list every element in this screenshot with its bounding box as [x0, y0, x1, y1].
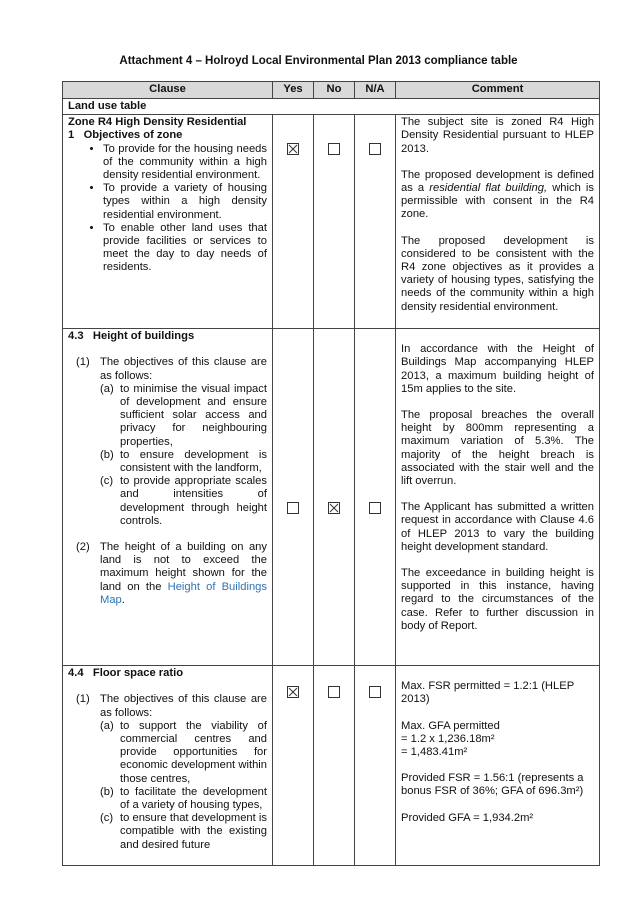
comment-text: In accordance with the Height of Buildings Map accompanying HLEP 2013, a maximum building height of 15m applies to the site. [401, 343, 594, 395]
na-checkbox[interactable] [369, 502, 381, 514]
na-checkbox[interactable] [369, 143, 381, 155]
table-row [63, 666, 600, 866]
table-row [63, 115, 600, 329]
header-na: N/A [355, 82, 396, 99]
comment-text: Provided FSR = 1.56:1 (represents a bonus FSR of 36%; GFA of 696.3m²) [401, 772, 584, 798]
yes-cell [273, 115, 314, 329]
section-row [63, 99, 600, 115]
table-row [63, 329, 600, 666]
header-no: No [314, 82, 355, 99]
header-comment: Comment [396, 82, 600, 99]
comment-text: The proposal breaches the overall height by 800mm representing a maximum variation of 5.3%. The majority of the height breach is associated with the stair well and the lift overrun. [401, 409, 594, 488]
comment-cell [396, 115, 600, 329]
height-of-buildings-map-link[interactable]: Height of Buildings Map [100, 580, 267, 606]
clause-cell [63, 666, 273, 866]
clause-cell [63, 115, 273, 329]
document-title: Attachment 4 – Holroyd Local Environmental Plan 2013 compliance table [119, 55, 518, 67]
no-checkbox[interactable] [328, 686, 340, 698]
clause-subheading: 1 Objectives of zone [68, 129, 183, 142]
comment-text: The subject site is zoned R4 High Density Residential pursuant to HLEP 2013. [401, 116, 594, 155]
yes-cell [273, 666, 314, 866]
header-yes: Yes [273, 82, 314, 99]
no-cell [314, 666, 355, 866]
list-item: (1) The objectives of this clause are as follows: [76, 693, 267, 719]
comment-text: = 1,483.41m² [401, 746, 468, 759]
yes-checkbox-checked[interactable] [287, 686, 299, 698]
clause-heading: 4.4 Floor space ratio [68, 667, 184, 680]
list-item: (a) to support the viability of commercial centres and provide opportunities for economic development within those centres, [100, 719, 267, 785]
list-item: (a) to minimise the visual impact of development and ensure sufficient solar access and privacy for neighbouring properties, [100, 382, 267, 448]
clause-heading: Zone R4 High Density Residential [68, 116, 247, 129]
list-item: • To enable other land uses that provide facilities or services to meet the day to day needs of residents. [103, 222, 267, 275]
no-checkbox[interactable] [328, 143, 340, 155]
section-label: Land use table [63, 99, 600, 115]
yes-checkbox-checked[interactable] [287, 143, 299, 155]
list-item: (2) The height of a building on any land is not to exceed the maximum height shown for the land on the Height of Buildings Map. [76, 541, 267, 606]
comment-text: = 1.2 x 1,236.18m² [401, 732, 495, 745]
compliance-table [62, 81, 600, 866]
comment-text: Provided GFA = 1,934.2m² [401, 811, 534, 824]
comment-text: The proposed development is defined as a residential flat building, which is permissible with consent in the R4 zone. [401, 168, 594, 221]
objectives-list [68, 143, 267, 275]
no-cell [314, 115, 355, 329]
na-cell [355, 115, 396, 329]
list-item: • To provide for the housing needs of the community within a high density residential environment. [103, 143, 267, 183]
na-checkbox[interactable] [369, 686, 381, 698]
list-item: (b) to facilitate the development of a variety of housing types, [100, 785, 267, 812]
table-header-row [63, 82, 600, 99]
comment-text: Max. FSR permitted = 1.2:1 (HLEP 2013) [401, 680, 574, 706]
list-item: (b) to ensure development is consistent with the landform, [100, 448, 267, 475]
list-item: (c) to ensure that development is compatible with the existing and desired future [100, 812, 267, 851]
na-cell [355, 666, 396, 866]
list-item: (1) The objectives of this clause are as follows: [76, 356, 267, 382]
no-checkbox-checked[interactable] [328, 502, 340, 514]
yes-cell [273, 329, 314, 666]
comment-text: The Applicant has submitted a written request in accordance with Clause 4.6 of HLEP 2013 to vary the building height development standard. [401, 501, 594, 553]
yes-checkbox[interactable] [287, 502, 299, 514]
comment-text: The exceedance in building height is supported in this instance, having regard to the circumstances of the case. Refer to further discussion in body of Report. [401, 567, 594, 632]
comment-cell [396, 329, 600, 666]
clause-heading: 4.3 Height of buildings [68, 330, 195, 343]
comment-text: Max. GFA permitted [401, 719, 500, 732]
clause-cell [63, 329, 273, 666]
comment-text: The proposed development is considered to be consistent with the R4 zone objectives as it provides a variety of housing types, satisfying the needs of the community within a high density residential environment. [401, 234, 594, 313]
na-cell [355, 329, 396, 666]
list-item: (c) to provide appropriate scales and intensities of development through height controls. [100, 475, 267, 527]
comment-cell [396, 666, 600, 866]
no-cell [314, 329, 355, 666]
list-item: • To provide a variety of housing types within a high density residential environment. [103, 182, 267, 222]
header-clause: Clause [63, 82, 273, 99]
